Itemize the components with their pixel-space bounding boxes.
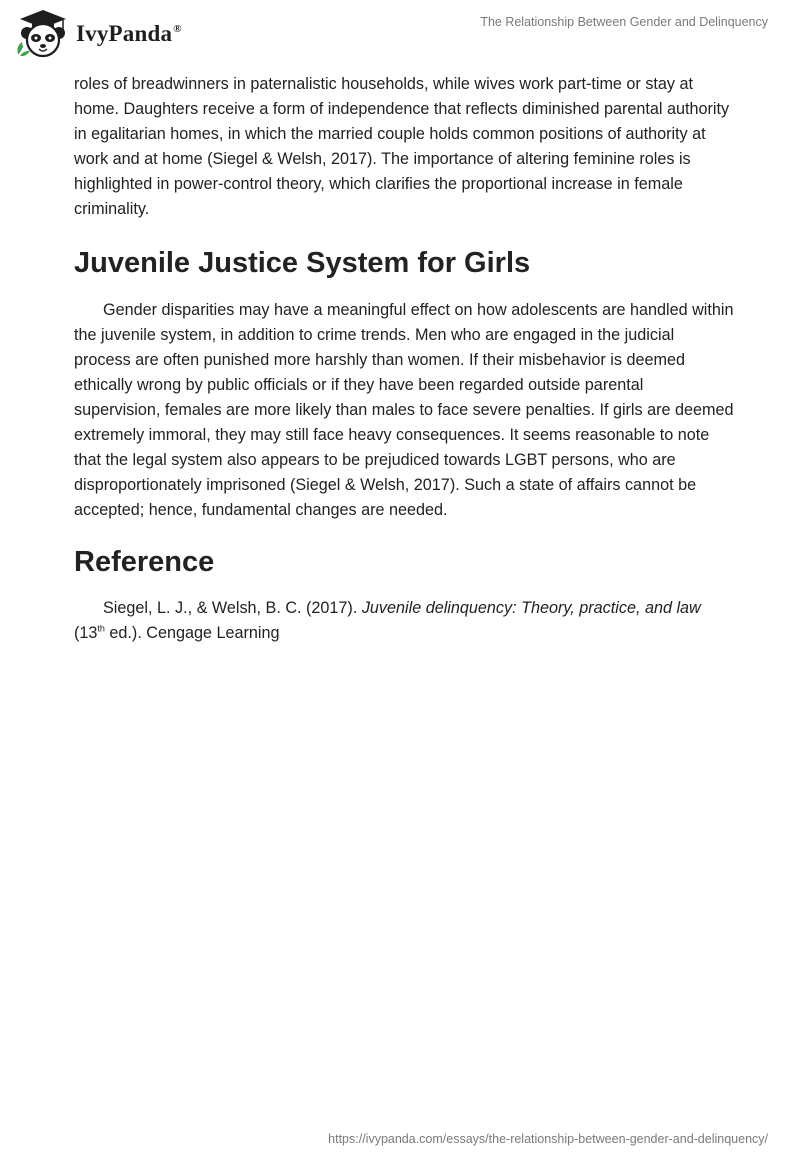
document-body xyxy=(74,72,734,646)
logo-wordmark xyxy=(76,21,182,47)
reference-authors: Siegel, L. J., & Welsh, B. C. (2017). xyxy=(103,599,362,617)
ivypanda-logo[interactable] xyxy=(14,8,182,58)
page-header xyxy=(0,0,800,60)
section-heading-reference: Reference xyxy=(74,546,215,578)
reference-book-title: Juvenile delinquency: Theory, practice, and law xyxy=(361,599,701,617)
panda-graduate-icon xyxy=(14,8,72,58)
document-title: The Relationship Between Gender and Delinquency xyxy=(480,15,768,29)
reference-edition-suffix: th xyxy=(97,623,105,634)
reference-edition-prefix: (13 xyxy=(74,624,98,642)
reference-edition-rest: ed.). Cengage Learning xyxy=(104,624,280,642)
registered-mark: ® xyxy=(173,23,182,36)
logo-text: IvyPanda xyxy=(76,21,173,46)
juvenile-justice-paragraph: Gender disparities may have a meaningful effect on how adolescents are handled within the juvenile system, in addition to crime trends. Men who are engaged in the judicial process are often punished more harshly than women. If their misbehavior is deemed ethically wrong by public officials or if they have been regarded outside parental supervision, females are more likely than males to face severe penalties. If girls are deemed extremely immoral, they may still face heavy consequences. It seems reasonable to note that the legal system also appears to be prejudiced towards LGBT persons, who are disproportionately imprisoned (Siegel & Welsh, 2017). Such a state of affairs cannot be accepted; hence, fundamental changes are needed. xyxy=(74,301,734,519)
footer-url-link[interactable]: https://ivypanda.com/essays/the-relationship-between-gender-and-delinquency/ xyxy=(328,1132,768,1146)
intro-paragraph: roles of breadwinners in paternalistic households, while wives work part-time or stay at home. Daughters receive a form of independence that reflects diminished parental authority in egalitarian homes, in which the married couple holds common positions of authority at work and at home (Siegel & Welsh, 2017). The importance of altering feminine roles is highlighted in power-control theory, which clarifies the proportional increase in female criminality. xyxy=(74,75,730,218)
reference-entry xyxy=(74,596,734,646)
section-heading-juvenile-justice: Juvenile Justice System for Girls xyxy=(74,247,531,279)
